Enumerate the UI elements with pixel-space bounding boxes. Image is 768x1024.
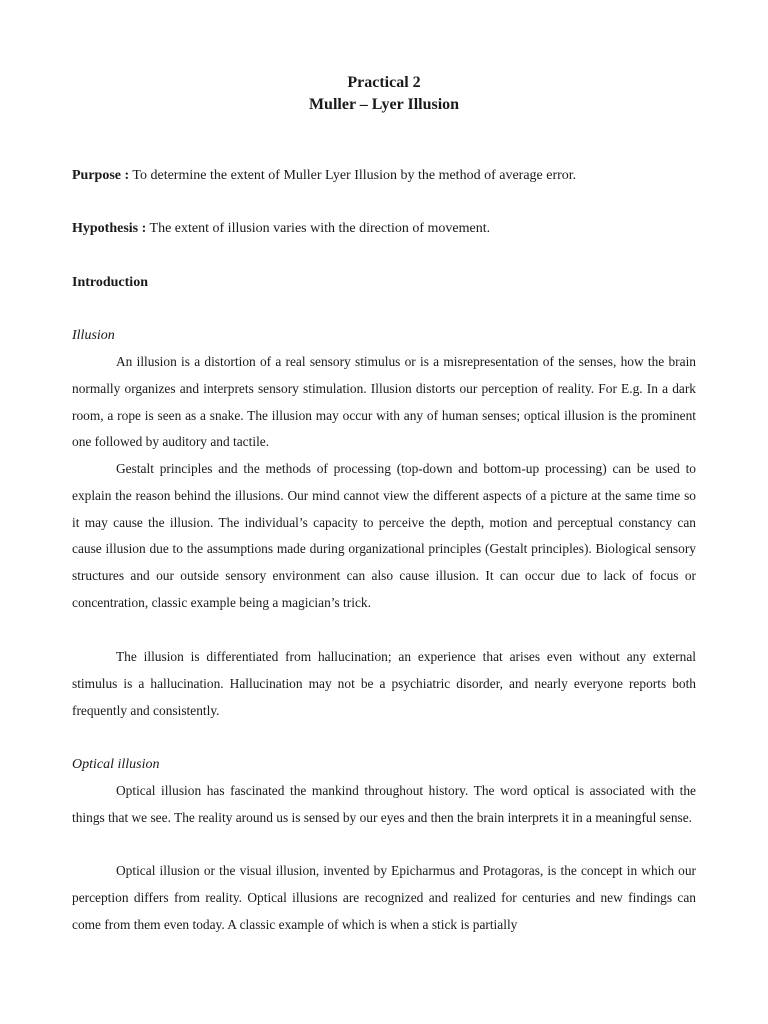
title-line-1: Practical 2 xyxy=(347,74,421,91)
illusion-subheading: Illusion xyxy=(72,328,115,343)
purpose-label: Purpose : xyxy=(72,168,130,183)
optical-illusion-subheading: Optical illusion xyxy=(72,757,160,772)
purpose-text: To determine the extent of Muller Lyer Illusion by the method of average error. xyxy=(129,168,577,183)
hypothesis-line xyxy=(72,219,490,239)
optical-paragraph-2: Optical illusion or the visual illusion, invented by Epicharmus and Protagoras, is the concept in which our perception differs from reality. Optical illusions are recognized and realized for centuries and new findings can come from them even today. A classic example of which is when a stick is partially xyxy=(72,863,696,932)
introduction-heading: Introduction xyxy=(72,275,148,290)
hypothesis-label: Hypothesis : xyxy=(72,221,147,236)
document-title xyxy=(0,72,768,116)
title-line-2: Muller – Lyer Illusion xyxy=(308,96,460,113)
hypothesis-text: The extent of illusion varies with the direction of movement. xyxy=(146,221,491,236)
illusion-paragraph-2: Gestalt principles and the methods of processing (top-down and bottom-up processing) can be used to explain the reason behind the illusions. Our mind cannot view the different aspects of a picture at the same time so it may cause the illusion. The individual’s capacity to perceive the depth, motion and perceptual constancy can cause illusion due to the assumptions made during organizational principles (Gestalt principles). Biological sensory structures and our outside sensory environment can also cause illusion. It can occur due to lack of focus or concentration, classic example being a magician’s trick. xyxy=(72,461,696,610)
illusion-paragraph-1: An illusion is a distortion of a real sensory stimulus or is a misrepresentation of the senses, how the brain normally organizes and interprets sensory stimulation. Illusion distorts our perception of reality. For E.g. In a dark room, a rope is seen as a snake. The illusion may occur with any of human senses; optical illusion is the prominent one followed by auditory and tactile. xyxy=(72,354,696,450)
optical-paragraph-1: Optical illusion has fascinated the mankind throughout history. The word optical is associated with the things that we see. The reality around us is sensed by our eyes and then the brain interprets it in a meaningful sense. xyxy=(72,783,696,825)
purpose-line xyxy=(72,166,576,186)
illusion-paragraph-3: The illusion is differentiated from hallucination; an experience that arises even without any external stimulus is a hallucination. Hallucination may not be a psychiatric disorder, and nearly everyone reports both frequently and consistently. xyxy=(72,649,696,718)
